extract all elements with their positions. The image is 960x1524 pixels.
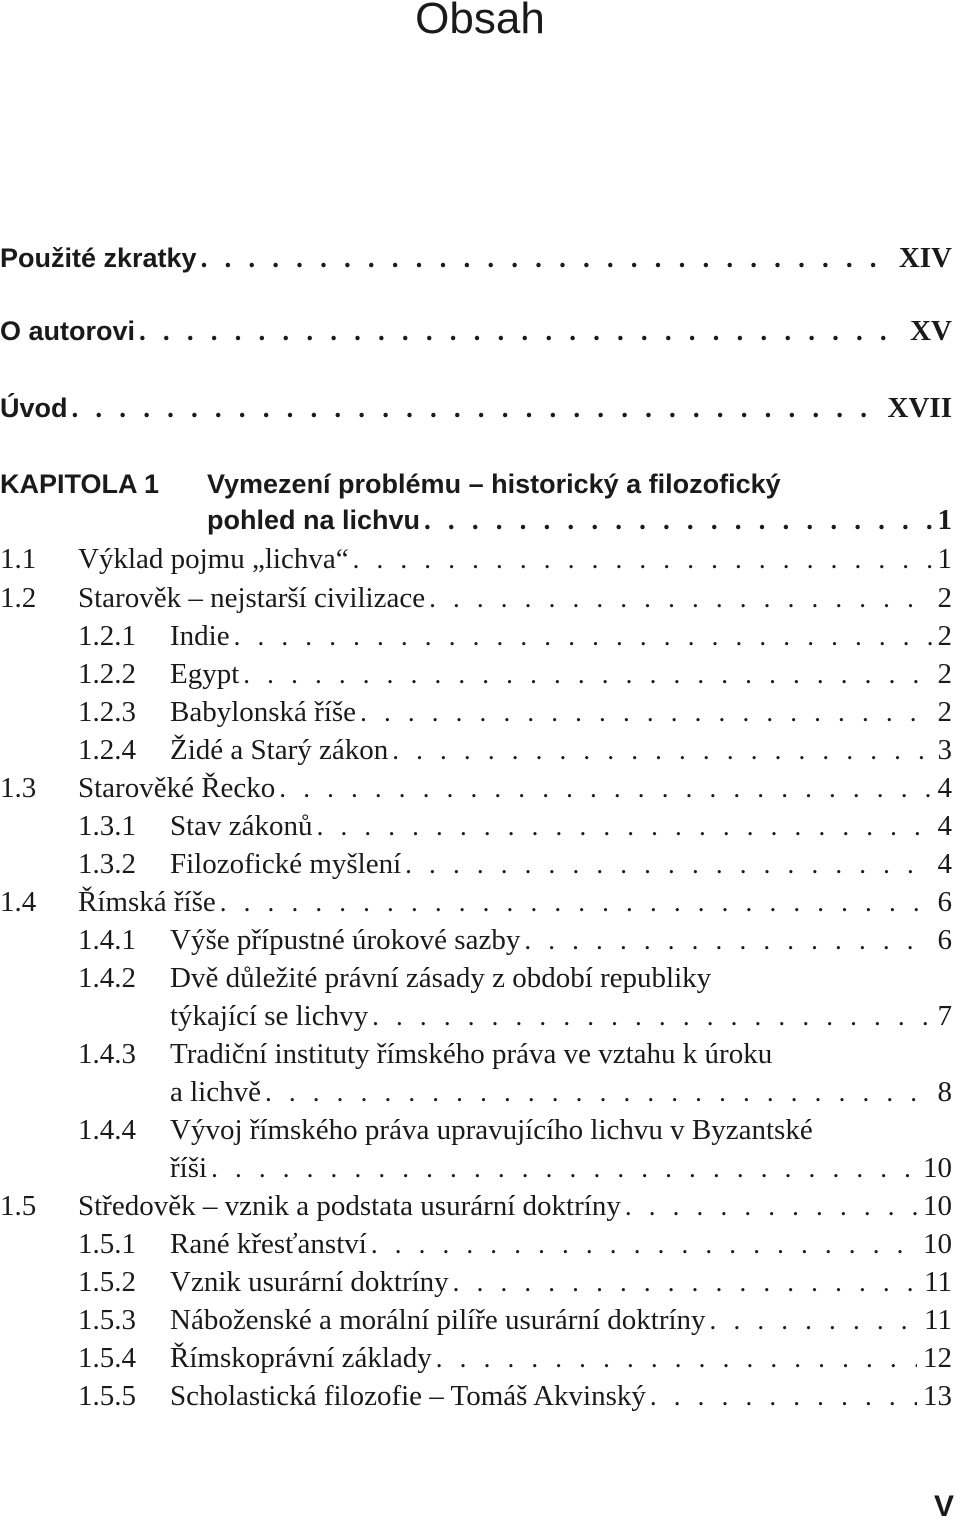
section-number: 1.1 bbox=[0, 543, 37, 575]
section-title: Vznik usurární doktríny bbox=[170, 1266, 449, 1298]
section-title-line2: říši bbox=[170, 1152, 208, 1184]
dot-leader bbox=[367, 1226, 917, 1262]
toc-page-number: 2 bbox=[937, 620, 952, 652]
toc-page-number: 4 bbox=[937, 772, 952, 804]
section-title: Filozofické myšlení bbox=[170, 848, 402, 880]
toc-entry-abbreviations[interactable] bbox=[0, 240, 952, 276]
section-title-line2: a lichvě bbox=[170, 1076, 261, 1108]
toc-section-1-2-4[interactable] bbox=[0, 732, 952, 768]
section-title-line1: Tradiční instituty římského práva ve vztahu k úroku bbox=[170, 1038, 773, 1070]
toc-section-1-5-4[interactable] bbox=[0, 1340, 952, 1376]
toc-page-number: 12 bbox=[923, 1342, 952, 1374]
section-number: 1.4.1 bbox=[78, 924, 136, 956]
section-number: 1.5.2 bbox=[78, 1266, 136, 1298]
toc-section-1-4-3[interactable] bbox=[0, 1036, 952, 1110]
dot-leader bbox=[356, 694, 931, 730]
dot-leader bbox=[313, 808, 932, 844]
section-number: 1.4.2 bbox=[78, 962, 136, 994]
chapter-title-line1: Vymezení problému – historický a filozofický bbox=[207, 469, 781, 499]
toc-section-1-3-2[interactable] bbox=[0, 846, 952, 882]
section-number: 1.4 bbox=[0, 886, 37, 918]
dot-leader bbox=[449, 1264, 918, 1300]
section-title-line1: Dvě důležité právní zásady z období republiky bbox=[170, 962, 712, 994]
toc-page-number: 7 bbox=[937, 1000, 952, 1032]
toc-page-number: 1 bbox=[937, 504, 952, 536]
dot-leader bbox=[388, 732, 931, 768]
section-number: 1.2.3 bbox=[78, 696, 136, 728]
toc-section-1-2-1[interactable] bbox=[0, 618, 952, 654]
section-title: Výše přípustné úrokové sazby bbox=[170, 924, 521, 956]
toc-page-number: 4 bbox=[937, 810, 952, 842]
section-title-line2: týkající se lichvy bbox=[170, 1000, 369, 1032]
dot-leader bbox=[425, 580, 931, 616]
dot-leader bbox=[646, 1378, 917, 1414]
toc-page-number: 10 bbox=[923, 1190, 952, 1222]
toc-page-number: 10 bbox=[923, 1228, 952, 1260]
toc-page-number: 6 bbox=[937, 924, 952, 956]
dot-leader bbox=[621, 1188, 917, 1224]
section-title: Indie bbox=[170, 620, 230, 652]
toc-section-1-3-1[interactable] bbox=[0, 808, 952, 844]
toc-page-number: 8 bbox=[937, 1076, 952, 1108]
toc-section-1-5-1[interactable] bbox=[0, 1226, 952, 1262]
toc-section-1-3[interactable] bbox=[0, 770, 952, 806]
toc-section-1-1[interactable] bbox=[0, 541, 952, 577]
toc-entry-text: Použité zkratky bbox=[0, 243, 197, 273]
toc-page-number: 6 bbox=[937, 886, 952, 918]
dot-leader bbox=[207, 1150, 917, 1186]
section-title: Babylonská říše bbox=[170, 696, 357, 728]
toc-page-number: 3 bbox=[937, 734, 952, 766]
section-title: Římskoprávní základy bbox=[170, 1342, 432, 1374]
dot-leader bbox=[135, 313, 904, 349]
toc-page-number: 4 bbox=[937, 848, 952, 880]
section-number: 1.5.4 bbox=[78, 1342, 136, 1374]
toc-section-1-5-5[interactable] bbox=[0, 1378, 952, 1414]
toc-entry-introduction[interactable] bbox=[0, 390, 952, 426]
dot-leader bbox=[275, 770, 931, 806]
toc-section-1-5-2[interactable] bbox=[0, 1264, 952, 1300]
toc-entry-text: Úvod bbox=[0, 393, 68, 423]
toc-section-1-2-2[interactable] bbox=[0, 656, 952, 692]
section-number: 1.5.5 bbox=[78, 1380, 136, 1412]
toc-section-1-2[interactable] bbox=[0, 580, 952, 616]
section-number: 1.2.2 bbox=[78, 658, 136, 690]
section-number: 1.4.3 bbox=[78, 1038, 136, 1070]
section-number: 1.5 bbox=[0, 1190, 37, 1222]
toc-section-1-5-3[interactable] bbox=[0, 1302, 952, 1338]
section-title: Náboženské a morální pilíře usurární doktríny bbox=[170, 1304, 706, 1336]
section-title-line1: Vývoj římského práva upravujícího lichvu v Byzantské bbox=[170, 1114, 813, 1146]
toc-page-number: XVII bbox=[887, 392, 952, 424]
dot-leader bbox=[420, 502, 931, 538]
page-title: Obsah bbox=[415, 0, 545, 43]
section-title: Scholastická filozofie – Tomáš Akvinský bbox=[170, 1380, 646, 1412]
dot-leader bbox=[401, 846, 931, 882]
section-number: 1.5.1 bbox=[78, 1228, 136, 1260]
section-title: Egypt bbox=[170, 658, 240, 690]
toc-section-1-4-1[interactable] bbox=[0, 922, 952, 958]
section-title: Rané křesťanství bbox=[170, 1228, 367, 1260]
dot-leader bbox=[349, 541, 932, 577]
toc-page-number: 11 bbox=[924, 1304, 952, 1336]
toc-page-number: 1 bbox=[937, 543, 952, 575]
toc-entry-about-author[interactable] bbox=[0, 313, 952, 349]
toc-page-number: XIV bbox=[898, 242, 952, 274]
dot-leader bbox=[230, 618, 932, 654]
section-title: Stav zákonů bbox=[170, 810, 313, 842]
section-number: 1.2.4 bbox=[78, 734, 136, 766]
chapter-title-line2: pohled na lichvu bbox=[207, 505, 421, 535]
section-number: 1.2.1 bbox=[78, 620, 136, 652]
toc-page-number: 2 bbox=[937, 658, 952, 690]
toc-page-number: 2 bbox=[937, 696, 952, 728]
toc-section-1-2-3[interactable] bbox=[0, 694, 952, 730]
section-number: 1.3 bbox=[0, 772, 37, 804]
toc-page-number: XV bbox=[910, 315, 952, 347]
section-title: Židé a Starý zákon bbox=[170, 734, 389, 766]
dot-leader bbox=[706, 1302, 919, 1338]
toc-page-number: 10 bbox=[923, 1152, 952, 1184]
section-title: Starověk – nejstarší civilizace bbox=[78, 582, 426, 614]
toc-section-1-4[interactable] bbox=[0, 884, 952, 920]
dot-leader bbox=[261, 1074, 932, 1110]
section-number: 1.5.3 bbox=[78, 1304, 136, 1336]
section-number: 1.4.4 bbox=[78, 1114, 136, 1146]
section-title: Středověk – vznik a podstata usurární doktríny bbox=[78, 1190, 621, 1222]
toc-page-number: 13 bbox=[923, 1380, 952, 1412]
section-number: 1.3.1 bbox=[78, 810, 136, 842]
toc-page-number: 11 bbox=[924, 1266, 952, 1298]
toc-entry-text: O autorovi bbox=[0, 316, 136, 346]
toc-chapter-1[interactable] bbox=[0, 466, 952, 538]
page-folio: V bbox=[933, 1490, 954, 1523]
section-title: Římská říše bbox=[78, 886, 216, 918]
dot-leader bbox=[368, 998, 931, 1034]
toc-page-number: 2 bbox=[937, 582, 952, 614]
section-title: Starověké Řecko bbox=[78, 772, 276, 804]
section-title: Výklad pojmu „lichva“ bbox=[78, 543, 349, 575]
dot-leader bbox=[68, 390, 882, 426]
section-number: 1.2 bbox=[0, 582, 37, 614]
section-number: 1.3.2 bbox=[78, 848, 136, 880]
toc-section-1-4-2[interactable] bbox=[0, 960, 952, 1034]
dot-leader bbox=[197, 240, 893, 276]
dot-leader bbox=[216, 884, 932, 920]
dot-leader bbox=[239, 656, 931, 692]
toc-section-1-4-4[interactable] bbox=[0, 1112, 952, 1186]
dot-leader bbox=[432, 1340, 917, 1376]
chapter-label: KAPITOLA 1 bbox=[0, 469, 160, 499]
dot-leader bbox=[520, 922, 931, 958]
toc-section-1-5[interactable] bbox=[0, 1188, 952, 1224]
